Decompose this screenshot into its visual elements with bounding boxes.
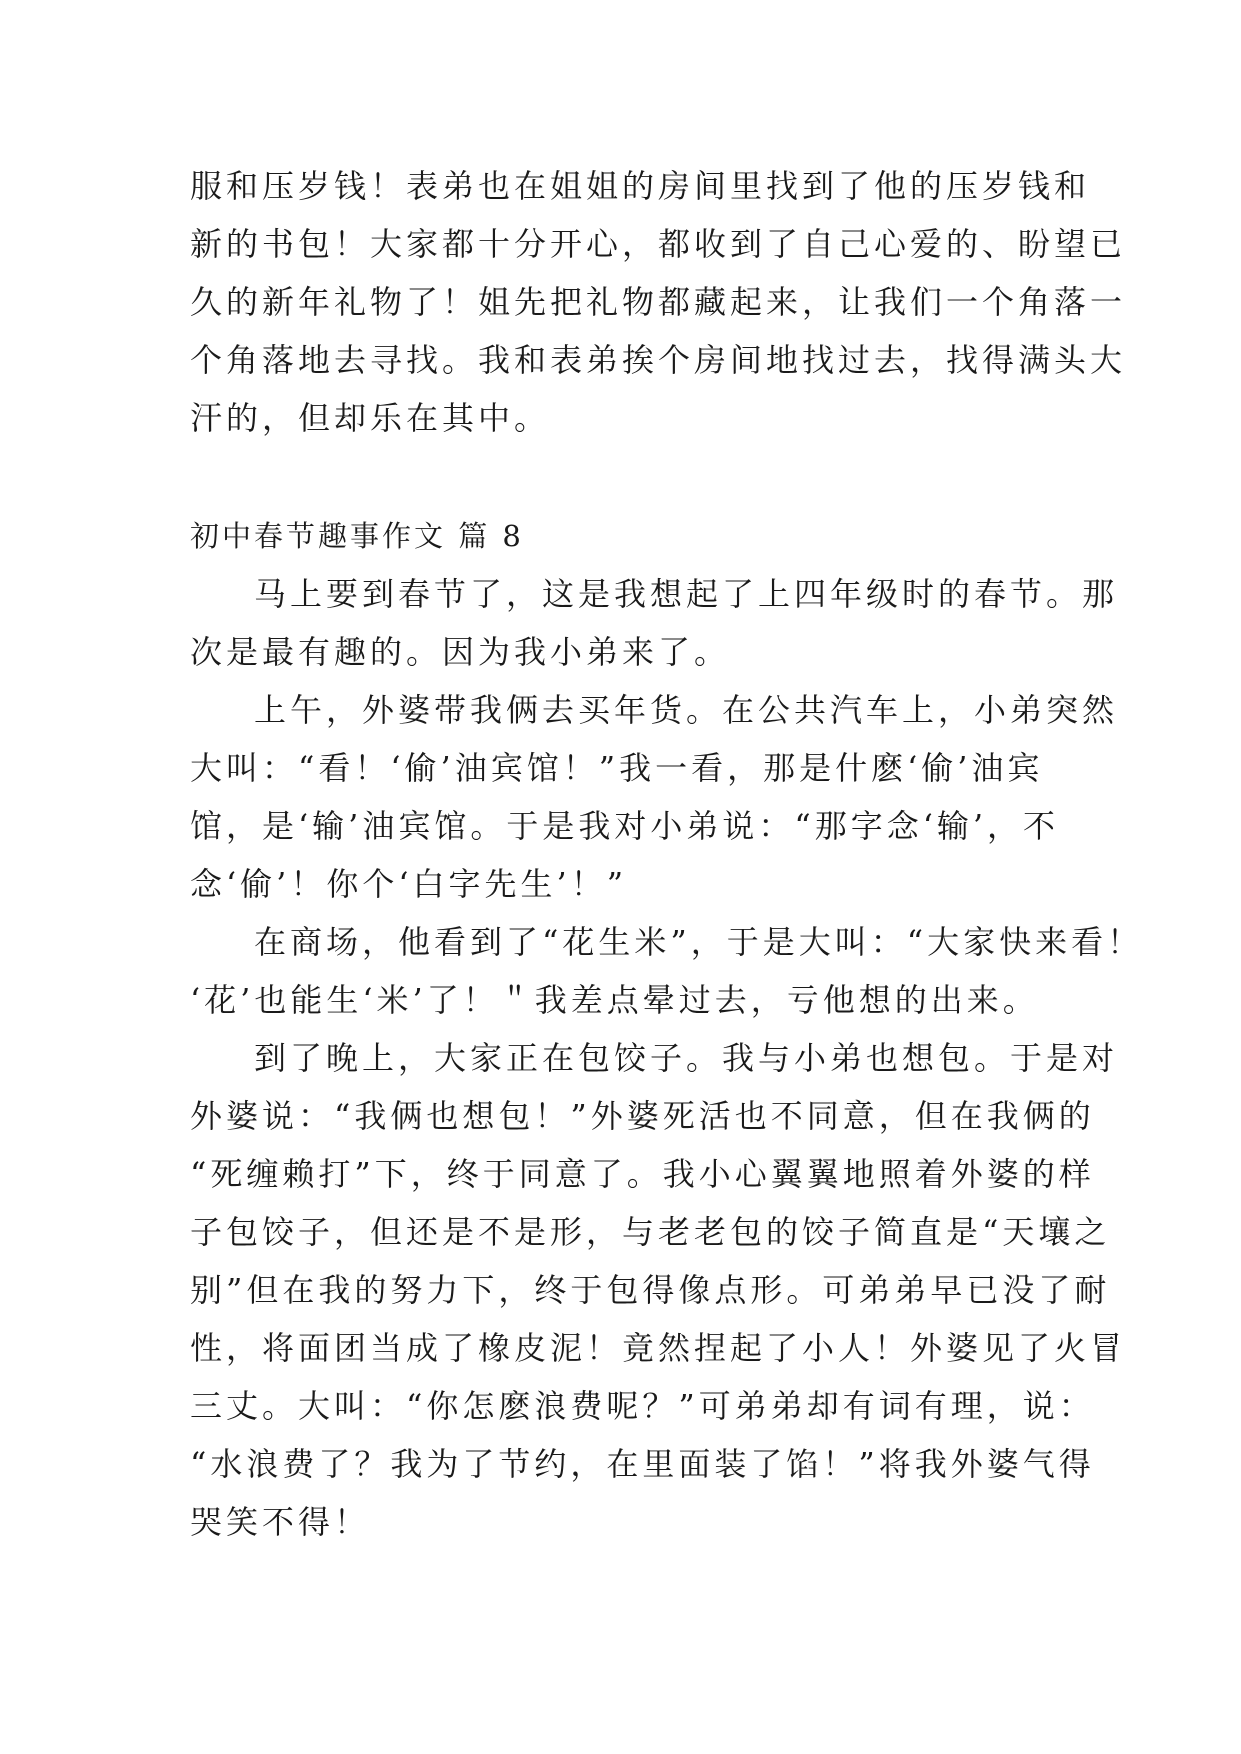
text-line: 上午，外婆带我俩去买年货。在公共汽车上，小弟突然 bbox=[254, 691, 1119, 729]
text-line: “水浪费了？我为了节约，在里面装了馅！”将我外婆气得 bbox=[190, 1445, 1095, 1483]
text-line: 马上要到春节了，这是我想起了上四年级时的春节。那 bbox=[254, 575, 1119, 613]
text-line: 念‘偷’！你个‘白字先生’！” bbox=[190, 865, 628, 903]
section-title: 初中春节趣事作文 篇 8 bbox=[190, 519, 524, 553]
text-line: 大叫：“看！‘偷’油宾馆！”我一看，那是什麽‘偷’油宾 bbox=[190, 749, 1044, 787]
text-line: 次是最有趣的。因为我小弟来了。 bbox=[190, 633, 731, 671]
text-line: 馆，是‘输’油宾馆。于是我对小弟说：“那字念‘输’，不 bbox=[190, 807, 1060, 845]
text-line: “死缠赖打”下，终于同意了。我小心翼翼地照着外婆的样 bbox=[190, 1155, 1095, 1193]
text-line: 汗的，但却乐在其中。 bbox=[190, 399, 551, 437]
text-line: 外婆说：“我俩也想包！”外婆死活也不同意，但在我俩的 bbox=[190, 1097, 1095, 1135]
text-line: 别”但在我的努力下，终于包得像点形。可弟弟早已没了耐 bbox=[190, 1271, 1111, 1309]
text-line: 三丈。大叫：“你怎麽浪费呢？”可弟弟却有词有理，说： bbox=[190, 1387, 1095, 1425]
text-line: 服和压岁钱！表弟也在姐姐的房间里找到了他的压岁钱和 bbox=[190, 167, 1091, 205]
text-line: 性，将面团当成了橡皮泥！竟然捏起了小人！外婆见了火冒 bbox=[190, 1329, 1127, 1367]
text-line: 子包饺子，但还是不是形，与老老包的饺子简直是“天壤之 bbox=[190, 1213, 1111, 1251]
text-line: 到了晚上，大家正在包饺子。我与小弟也想包。于是对 bbox=[254, 1039, 1119, 1077]
text-line: ‘花’也能生‘米’了！＂我差点晕过去，亏他想的出来。 bbox=[190, 981, 1039, 1019]
text-line: 新的书包！大家都十分开心，都收到了自己心爱的、盼望已 bbox=[190, 225, 1127, 263]
text-line: 在商场，他看到了“花生米”，于是大叫：“大家快来看！ bbox=[254, 923, 1144, 961]
text-line: 久的新年礼物了！姐先把礼物都藏起来，让我们一个角落一 bbox=[190, 283, 1127, 321]
text-line: 个角落地去寻找。我和表弟挨个房间地找过去，找得满头大 bbox=[190, 341, 1127, 379]
text-line: 哭笑不得！ bbox=[190, 1503, 371, 1541]
